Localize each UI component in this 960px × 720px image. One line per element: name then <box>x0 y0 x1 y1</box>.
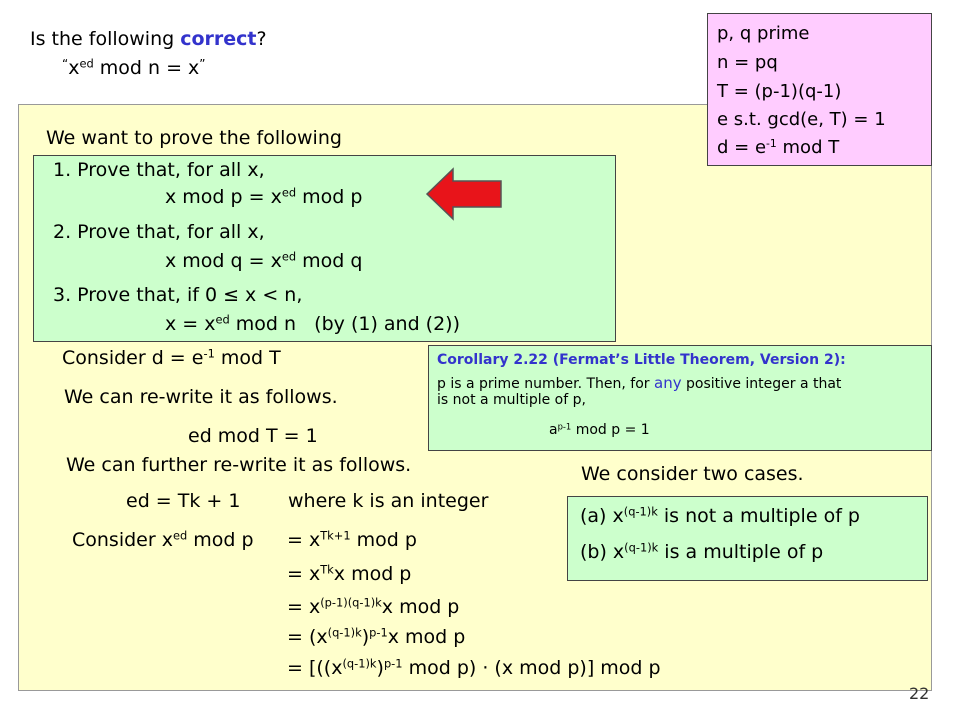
step3-formula <box>165 313 460 335</box>
def-line-3: T = (p-1)(q-1) <box>717 81 842 102</box>
d5-exp2: p-1 <box>383 656 403 671</box>
d4-b: x mod p <box>387 626 466 648</box>
def-d-suffix: mod T <box>776 137 840 158</box>
corollary-line-2: is not a multiple of p, <box>437 392 586 408</box>
step2-exp: ed <box>281 249 297 264</box>
derivation-line-5 <box>287 657 661 679</box>
step2-a: x mod q = x <box>165 250 282 272</box>
def-d-prefix: d = e <box>717 137 767 158</box>
consider-x-b: mod p <box>187 529 254 551</box>
ed-mod-T: ed mod T = 1 <box>188 425 318 447</box>
consider-d-exp: -1 <box>203 346 215 361</box>
step1-b: mod p <box>296 186 363 208</box>
ed-equation: ed = Tk + 1 <box>126 490 241 512</box>
consider-d <box>62 347 281 369</box>
rewrite-1: We can re-write it as follows. <box>64 386 338 408</box>
d4-a: = (x <box>287 626 328 648</box>
d5-b: mod p) · (x mod p)] mod p <box>402 657 661 679</box>
cor-any: any <box>654 374 682 392</box>
consider-d-a: Consider d = e <box>62 347 204 369</box>
corollary-formula <box>549 422 650 438</box>
step3-title: 3. Prove that, if 0 ≤ x < n, <box>53 284 303 306</box>
consider-x-a: Consider x <box>72 529 173 551</box>
case-b-exp: (q-1)k <box>624 540 659 555</box>
d2-a: = x <box>287 563 321 585</box>
d3-exp: (p-1)(q-1)k <box>320 595 382 610</box>
consider-x <box>72 529 254 551</box>
open-quote: “ <box>62 57 69 71</box>
d1-exp: Tk+1 <box>320 528 351 543</box>
stmt-exp: ed <box>79 56 94 71</box>
question-prefix: Is the following <box>30 28 181 50</box>
def-line-5 <box>717 137 839 158</box>
d5-mid: ) <box>376 657 384 679</box>
d5-a: = [((x <box>287 657 343 679</box>
left-arrow-icon <box>425 167 503 221</box>
def-line-2: n = pq <box>717 52 778 73</box>
d2-b: x mod p <box>333 563 412 585</box>
corollary-title: Corollary 2.22 (Fermat’s Little Theorem, Version 2): <box>437 352 846 368</box>
def-line-4: e s.t. gcd(e, T) = 1 <box>717 109 886 130</box>
page-number: 22 <box>909 684 930 703</box>
case-b-suffix: is a multiple of p <box>658 541 824 563</box>
corollary-line-1 <box>437 374 841 392</box>
where-k: where k is an integer <box>288 490 489 512</box>
cor-l1-b: positive integer a that <box>681 376 842 392</box>
step3-exp: ed <box>215 312 230 327</box>
stmt-base: x <box>68 57 80 79</box>
d1-b: mod p <box>350 529 417 551</box>
case-b <box>580 541 823 563</box>
consider-x-exp: ed <box>172 528 188 543</box>
stmt-rest: mod n = x <box>93 57 200 79</box>
d3-b: x mod p <box>381 596 460 618</box>
step1-formula <box>165 186 362 208</box>
cases-intro: We consider two cases. <box>581 463 804 485</box>
case-b-prefix: (b) x <box>580 541 625 563</box>
derivation-line-1 <box>287 529 417 551</box>
corollary-box <box>428 345 932 451</box>
step3-a: x = x <box>165 313 216 335</box>
derivation-line-4 <box>287 626 465 648</box>
step2-b: mod q <box>296 250 363 272</box>
derivation-line-3 <box>287 596 459 618</box>
question-suffix: ? <box>256 28 267 50</box>
definitions-box <box>707 13 932 166</box>
question-line <box>30 28 267 50</box>
question-highlight: correct <box>180 28 257 50</box>
d4-exp2: p-1 <box>369 625 388 640</box>
d4-mid: ) <box>361 626 370 648</box>
step2-formula <box>165 250 362 272</box>
question-statement <box>62 57 206 79</box>
cor-l1-a: p is a prime number. Then, for <box>437 376 654 392</box>
step1-exp: ed <box>281 185 297 200</box>
case-a <box>580 505 860 527</box>
proof-heading: We want to prove the following <box>46 127 342 149</box>
d1-a: = x <box>287 529 321 551</box>
def-d-exp: -1 <box>766 137 777 151</box>
step3-b: mod n (by (1) and (2)) <box>229 313 461 335</box>
consider-d-b: mod T <box>214 347 281 369</box>
cor-f-exp: p-1 <box>557 421 572 432</box>
close-quote: ” <box>199 57 206 71</box>
step2-title: 2. Prove that, for all x, <box>53 221 265 243</box>
d2-exp: Tk <box>320 562 334 577</box>
cor-f-a: a <box>549 422 558 438</box>
d3-a: = x <box>287 596 321 618</box>
d4-exp1: (q-1)k <box>327 625 362 640</box>
d5-exp1: (q-1)k <box>342 656 377 671</box>
def-line-1: p, q prime <box>717 23 810 44</box>
case-a-suffix: is not a multiple of p <box>657 505 860 527</box>
derivation-line-2 <box>287 563 411 585</box>
rewrite-2: We can further re-write it as follows. <box>66 454 412 476</box>
cor-f-b: mod p = 1 <box>571 422 650 438</box>
step1-title: 1. Prove that, for all x, <box>53 159 265 181</box>
step1-a: x mod p = x <box>165 186 282 208</box>
case-a-prefix: (a) x <box>580 505 624 527</box>
case-a-exp: (q-1)k <box>623 504 658 519</box>
